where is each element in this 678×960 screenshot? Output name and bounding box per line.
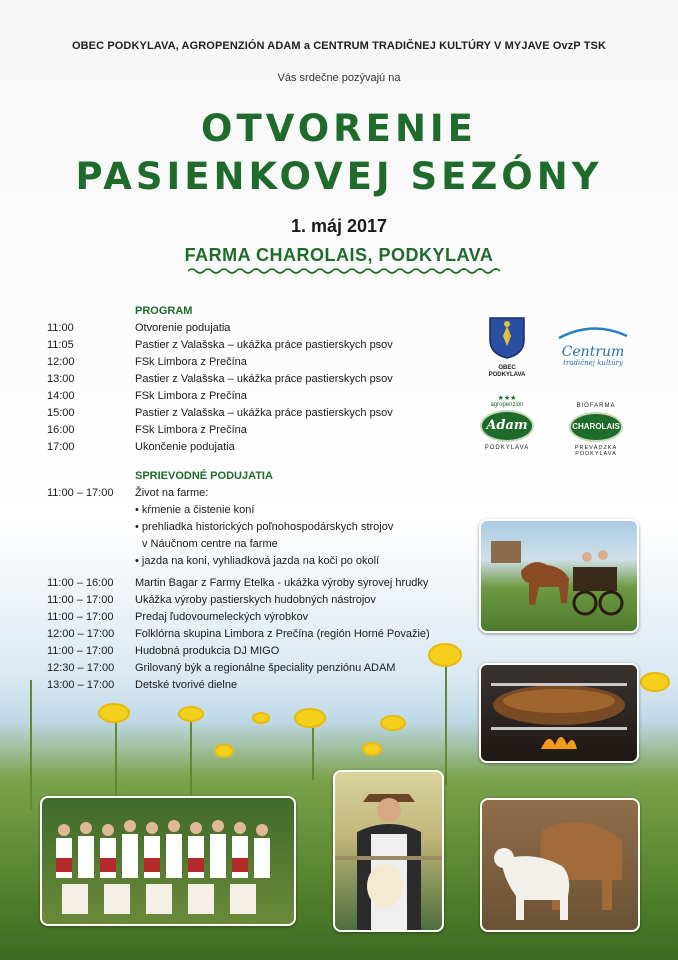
event-time: 11:00 – 17:00 — [47, 611, 114, 623]
biofarma-logo — [566, 403, 626, 457]
biofarma-bottom-1: PREVÁDZKA — [574, 445, 618, 451]
adam-bottom: PODKYLAVA — [484, 445, 530, 451]
biofarma-name: CHAROLAIS — [569, 412, 623, 442]
adam-logo — [478, 394, 536, 451]
event-desc: Detské tvorivé dielne — [135, 679, 238, 691]
event-time: 11:00 – 16:00 — [47, 577, 114, 589]
coat-of-arms-icon — [488, 316, 526, 360]
farm-time: 11:00 – 17:00 — [47, 487, 114, 499]
buttercup-flower-icon — [252, 712, 270, 724]
photo-horse-carriage — [479, 519, 639, 633]
centrum-logo — [553, 326, 633, 367]
event-desc: Ukážka výroby pastierskych hudobných nástrojov — [135, 594, 376, 606]
event-desc: Grilovaný býk a regionálne špeciality penziónu ADAM — [135, 662, 396, 674]
buttercup-flower-icon — [380, 715, 406, 731]
program-heading: PROGRAM — [135, 305, 193, 317]
program-desc: Pastier z Valašska – ukážka práce pastierskych psov — [135, 373, 393, 385]
event-desc: Martin Bagar z Farmy Etelka - ukážka výroby syrovej hrudky — [135, 577, 429, 589]
photo-cheese-maker — [333, 770, 444, 932]
buttercup-flower-icon — [640, 672, 670, 692]
farm-item: • jazda na koni, vyhliadková jazda na koči po okolí — [135, 555, 380, 567]
farm-item: • prehliadka historických poľnohospodárskych strojov — [135, 521, 394, 533]
wave-divider — [188, 266, 502, 276]
program-time: 11:00 — [47, 322, 74, 334]
biofarma-bottom-2: PODKYLAVA — [575, 451, 617, 457]
program-desc: Ukončenie podujatia — [135, 441, 235, 453]
program-desc: FSk Limbora z Prečína — [135, 424, 247, 436]
farm-title: Život na farme: — [135, 487, 209, 499]
obec-label-2: PODKYLAVA — [488, 372, 526, 378]
event-place: FARMA CHAROLAIS, PODKYLAVA — [184, 245, 494, 265]
grill-illustration — [481, 665, 637, 761]
program-desc: Otvorenie podujatia — [135, 322, 231, 334]
program-time: 14:00 — [47, 390, 75, 402]
buttercup-flower-icon — [178, 706, 204, 722]
title-line-2: PASIENKOVEJ SEZÓNY — [75, 155, 603, 198]
program-desc: FSk Limbora z Prečína — [135, 390, 247, 402]
event-time: 11:00 – 17:00 — [47, 645, 114, 657]
event-desc: Hudobná produkcia DJ MIGO — [135, 645, 280, 657]
event-time: 12:30 – 17:00 — [47, 662, 115, 674]
side-events-heading: SPRIEVODNÉ PODUJATIA — [135, 470, 273, 482]
grass-stem — [445, 665, 447, 785]
program-time: 15:00 — [47, 407, 75, 419]
centrum-swoosh-icon — [555, 326, 631, 340]
farm-item: v Náučnom centre na farme — [142, 538, 278, 550]
buttercup-flower-icon — [214, 744, 234, 758]
program-time: 13:00 — [47, 373, 75, 385]
adam-top: agropenzión — [490, 402, 524, 408]
program-desc: Pastier z Valašska – ukážka práce pastierskych psov — [135, 339, 393, 351]
grass-stem — [190, 715, 192, 795]
buttercup-flower-icon — [98, 703, 130, 723]
cheese-maker-illustration — [335, 772, 442, 930]
adam-name: Adam — [480, 410, 534, 442]
event-time: 12:00 – 17:00 — [47, 628, 115, 640]
buttercup-flower-icon — [362, 742, 382, 756]
goats-illustration — [482, 800, 638, 930]
obec-podkylava-logo — [478, 316, 536, 379]
centrum-sub: tradičnej kultúry — [563, 359, 623, 367]
grass-stem — [115, 715, 117, 805]
grass-stem — [312, 720, 314, 780]
program-time: 16:00 — [47, 424, 75, 436]
grass-stem — [30, 680, 32, 810]
photo-grilled-bull — [479, 663, 639, 763]
adam-stars: ★★★ — [497, 395, 517, 402]
farm-item: • kŕmenie a čistenie koní — [135, 504, 255, 516]
title-line-1: OTVORENIE — [201, 107, 477, 150]
invite-line: Vás srdečne pozývajú na — [277, 72, 401, 84]
event-time: 11:00 – 17:00 — [47, 594, 114, 606]
program-time: 11:05 — [47, 339, 74, 351]
event-desc: Predaj ľudovoumeleckých výrobkov — [135, 611, 309, 623]
buttercup-flower-icon — [428, 643, 462, 667]
program-time: 17:00 — [47, 441, 75, 453]
centrum-name: Centrum — [561, 344, 625, 360]
horse-carriage-illustration — [481, 521, 637, 631]
event-date: 1. máj 2017 — [290, 216, 388, 236]
program-time: 12:00 — [47, 356, 75, 368]
photo-folk-group — [40, 796, 296, 926]
folk-group-illustration — [42, 798, 294, 924]
event-desc: Folklórna skupina Limbora z Prečína (región Horné Považie) — [135, 628, 430, 640]
program-desc: FSk Limbora z Prečína — [135, 356, 247, 368]
obec-label-1: OBEC — [498, 365, 516, 371]
organizers-line: OBEC PODKYLAVA, AGROPENZIÓN ADAM a CENTRUM TRADIČNEJ KULTÚRY V MYJAVE OvzP TSK — [71, 40, 606, 52]
event-time: 13:00 – 17:00 — [47, 679, 115, 691]
program-desc: Pastier z Valašska – ukážka práce pastierskych psov — [135, 407, 393, 419]
biofarma-top: BIOFARMA — [576, 403, 616, 409]
buttercup-flower-icon — [294, 708, 326, 728]
photo-goats — [480, 798, 640, 932]
